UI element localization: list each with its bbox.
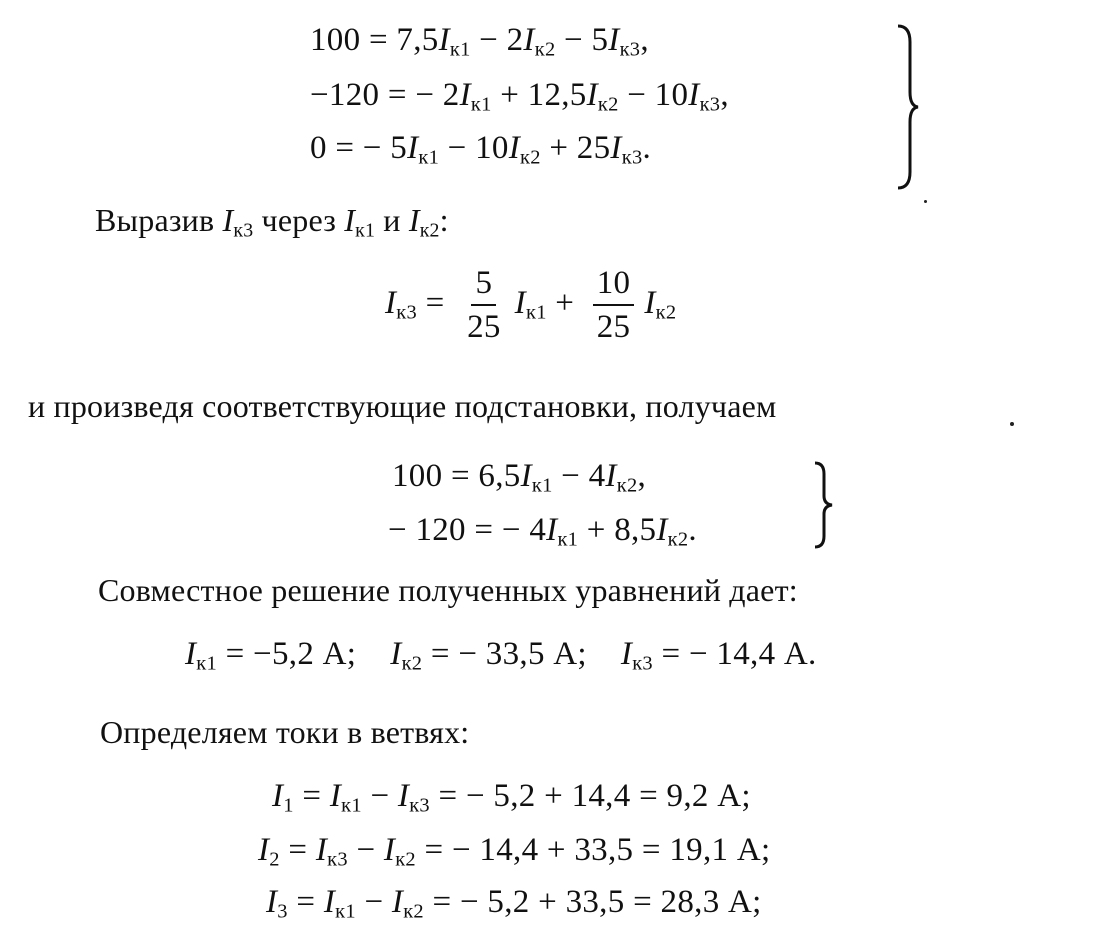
system2-eq2: − 120 = − $4I_{к1} + 8,5I_{к2}$.: [388, 512, 697, 551]
system2-right-brace: [810, 460, 838, 550]
system3-eq3: 0 = − $5I_{к1} - 10I_{к2} + 25I_{к3}$.: [310, 130, 652, 169]
branch-eq-3: $I_3 = I_{к1} - I_{к2}$ = − 5,2 + 33,5 = 28,3 А;: [266, 884, 762, 923]
fraction-equation: $I_{к3}$ = $\frac{5}{25}$ $I_{к1}$ + $\frac{10}{25}$ $I_{к2}$: [385, 264, 677, 346]
system3-eq1: $100 = 7,5I_{к1} - 2I_{к2} - 5I_{к3}$,: [310, 22, 649, 61]
express-line: Выразив $I_{к3}$ через $I_{к1}$ и $I_{к2}$:: [95, 202, 449, 242]
joint-solution-line: Совместное решение полученных уравнений дает:: [98, 572, 798, 608]
branch-eq-1: $I_1 = I_{к1} - I_{к3}$ = − 5,2 + 14,4 = 9,2 А;: [272, 778, 751, 817]
system3-eq2: −120 = − $2I_{к1} + 12,5I_{к2} - 10I_{к3}$,: [310, 77, 729, 116]
fraction-10-25: $\frac{10}{25}$: [593, 266, 635, 345]
scan-speck: [1010, 422, 1014, 426]
branch-eq-2: $I_2 = I_{к3} - I_{к2}$ = − 14,4 + 33,5 = 19,1 А;: [258, 832, 771, 871]
system2-eq1: $100 = 6,5I_{к1} - 4I_{к2}$,: [392, 458, 647, 497]
fraction-5-25: $\frac{5}{25}$: [467, 264, 501, 346]
solution-values: $I_{к1} = -5,2$ А; $I_{к2}$ = − 33,5 А; $I_{к3}$ = − 14,4 А.: [185, 636, 817, 675]
scan-speck: [924, 200, 927, 203]
branch-currents-line: Определяем токи в ветвях:: [100, 714, 470, 750]
substitution-line: и произведя соответствующие подстановки, получаем: [28, 388, 777, 424]
system3-right-brace: [892, 22, 922, 192]
